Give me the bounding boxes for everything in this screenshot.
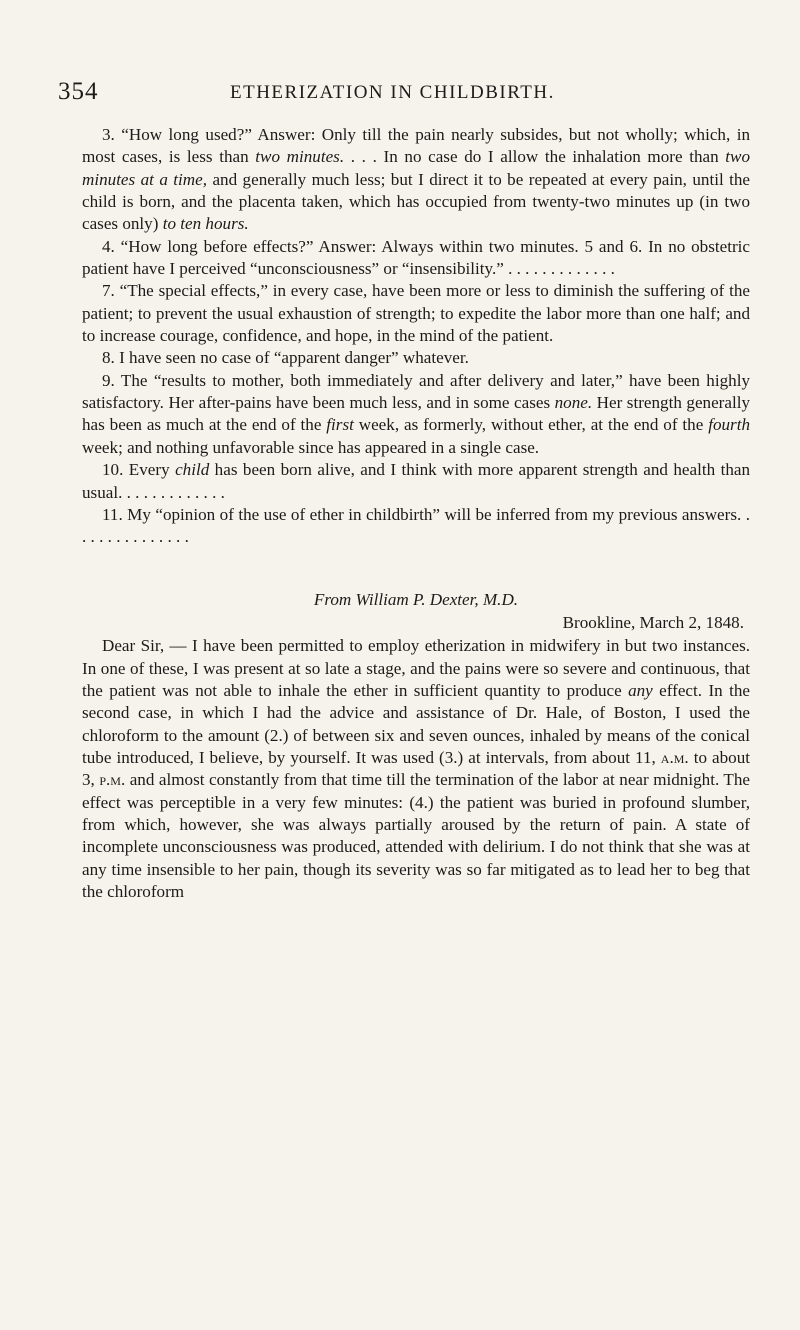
letter-body bbox=[82, 635, 750, 903]
running-head bbox=[58, 78, 750, 108]
answer-4-6 bbox=[82, 236, 750, 281]
letter-byline: From William P. Dexter, M.D. bbox=[313, 589, 519, 609]
page-number: 354 bbox=[58, 78, 99, 105]
body-text bbox=[82, 124, 750, 903]
answer-3-emphasis: to ten hours. bbox=[162, 214, 249, 234]
letter-text: to about 3, bbox=[82, 747, 751, 790]
answer-10-emphasis: child bbox=[175, 460, 210, 480]
answer-3-text: and generally much less; but I direct it to be repeated at every pain, until the child is born, and the placenta taken, which has occupied from twenty-two minutes up (in two cases only) bbox=[82, 169, 751, 234]
answer-3-emphasis: two minutes at a time, bbox=[82, 147, 750, 189]
answer-9-text: 9. The “results to mother, both immediately and after delivery and later,” have been highly satisfactory. Her after-pains have been much less, and in some cases bbox=[82, 370, 750, 413]
letter-emphasis: any bbox=[628, 680, 653, 700]
answer-8-text: 8. I have seen no case of “apparent danger” whatever. bbox=[102, 348, 469, 368]
answer-3 bbox=[82, 124, 750, 236]
answer-9-emphasis: first bbox=[326, 415, 354, 435]
answer-3-text: 3. “How long used?” Answer: Only till the pain nearly subsides, but not wholly; which, in most cases, is less than bbox=[82, 125, 750, 167]
answer-11 bbox=[82, 504, 750, 549]
answer-9-emphasis: none. bbox=[554, 393, 593, 413]
answer-11-text: 11. My “opinion of the use of ether in childbirth” will be inferred from my previous answers. . . . . . . . . . . . . . . bbox=[82, 504, 750, 547]
letter-dateline: Brookline, March 2, 1848. bbox=[562, 612, 744, 632]
letter-time-pm: p.m. bbox=[99, 770, 126, 790]
answer-10-text: has been born alive, and I think with more apparent strength and health than usual. . . . . . . . . . . . . bbox=[82, 460, 751, 502]
letter-time-am: a.m. bbox=[660, 747, 689, 767]
answer-10 bbox=[82, 459, 750, 504]
answer-8 bbox=[82, 347, 750, 369]
letter-text: and almost constantly from that time till the termination of the labor at near midnight. The effect was perceptible in a very few minutes: (4.) the patient was buried in profound slumber, from which, however, she was always partially aroused by the return of pain. A state of incomplete unconsciousness was produced, attended with delirium. I do not think that she was at any time insensible to her pain, though its severity was so far mitigated as to lead her to beg that the chloroform bbox=[82, 770, 750, 901]
letter-text: Dear Sir, — I have been permitted to employ etherization in midwifery in but two instances. In one of these, I was present at so late a stage, and the pains were so severe and continuous, that the patient was not able to inhale the ether in sufficient quantity to produce bbox=[82, 636, 750, 700]
answer-3-text: . . . In no case do I allow the inhalation more than bbox=[344, 147, 726, 167]
answer-9-text: week, as formerly, without ether, at the end of the bbox=[353, 415, 709, 435]
running-title: ETHERIZATION IN CHILDBIRTH. bbox=[230, 82, 555, 103]
answer-10-text: 10. Every bbox=[102, 460, 176, 480]
answer-3-emphasis: two minutes. bbox=[255, 147, 345, 167]
answer-9-text: Her strength generally has been as much at the end of the bbox=[82, 393, 750, 435]
answer-4-6-text: 4. “How long before effects?” Answer: Always within two minutes. 5 and 6. In no obstetric patient have I perceived “unconsciousness” or “insensibility.” . . . . . . . . . . . . . bbox=[82, 236, 750, 279]
answer-7-text: 7. “The special effects,” in every case, have been more or less to diminish the suffering of the patient; to prevent the usual exhaustion of strength; to expedite the labor more than one half; and to increase courage, confidence, and hope, in the mind of the patient. bbox=[82, 281, 750, 346]
answer-9-emphasis: fourth bbox=[708, 415, 750, 435]
answer-9 bbox=[82, 370, 750, 459]
letter-text: effect. In the second case, in which I had the advice and assistance of Dr. Hale, of Boston, I used the chloroform to the amount (2.) of between six and seven ounces, inhaled by means of the conical tube introduced, I believe, by yourself. It was used (3.) at intervals, from about 11, bbox=[82, 680, 750, 767]
answer-7 bbox=[82, 280, 750, 347]
answer-9-text: week; and nothing unfavorable since has appeared in a single case. bbox=[82, 437, 540, 457]
